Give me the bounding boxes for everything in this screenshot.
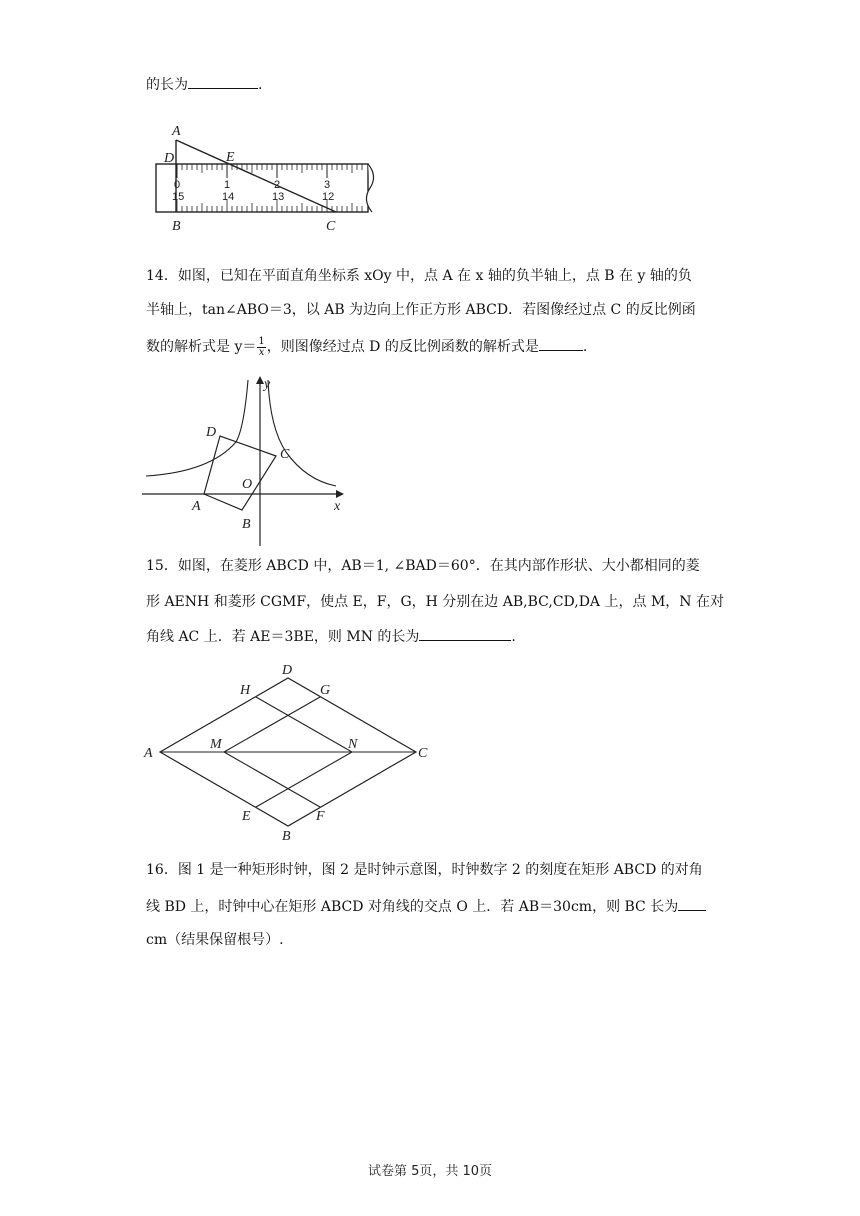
q15-text-3: 角线 AC 上．若 AE＝3BE，则 MN 的长为 (146, 629, 420, 645)
q15-label-N: N (348, 737, 358, 752)
q14-label-y: y (264, 377, 271, 392)
q13-tick-12: 12 (322, 191, 335, 203)
q14-coordinate-figure (140, 372, 360, 548)
q13-tick-13: 13 (272, 191, 285, 203)
q16-number: 16． (146, 862, 178, 878)
q15-label-E: E (242, 809, 251, 824)
q15-line-1 (146, 556, 700, 576)
q16-line-3 (146, 930, 284, 950)
q13-tick-2: 2 (274, 179, 281, 191)
q13-label-A: A (172, 124, 181, 139)
q16-text-3: cm（结果保留根号）. (146, 932, 284, 948)
q15-label-D: D (282, 663, 293, 678)
q14-label-D: D (206, 425, 217, 440)
q14-label-C: C (280, 447, 290, 462)
q15-rhombus-figure (140, 660, 440, 842)
q14-fraction (257, 337, 265, 358)
q15-number: 15． (146, 558, 178, 574)
q15-text-1: 如图，在菱形 ABCD 中，AB＝1, ∠BAD＝60°．在其内部作形状、大小都相同的菱 (177, 558, 700, 574)
q14-label-x: x (334, 499, 341, 514)
q13-tick-0: 0 (174, 179, 181, 191)
q15-label-G: G (320, 683, 331, 698)
q13-tick-1: 1 (224, 179, 231, 191)
q16-answer-blank[interactable] (678, 896, 706, 911)
q16-line-2 (146, 896, 706, 917)
q14-text-3a: 数的解析式是 y＝ (146, 339, 257, 355)
q15-text-3-end: . (511, 629, 516, 645)
q14-label-A: A (192, 499, 201, 514)
q16-line-1 (146, 860, 703, 880)
q14-label-B: B (242, 517, 251, 532)
q14-answer-blank[interactable] (539, 336, 583, 351)
q14-frac-den: x (258, 346, 265, 358)
q15-label-F: F (316, 809, 325, 824)
q14-line-3 (146, 336, 587, 358)
q13-ruler-figure (146, 118, 386, 236)
q16-text-1: 图 1 是一种矩形时钟，图 2 是时钟示意图，时钟数字 2 的刻度在矩形 ABCD 的对角 (177, 862, 703, 878)
q15-label-C: C (418, 746, 428, 761)
q14-line-2 (146, 300, 696, 320)
q13-tick-14: 14 (222, 191, 235, 203)
q13-tick-15: 15 (172, 191, 185, 203)
q14-text-1: 如图，已知在平面直角坐标系 xOy 中，点 A 在 x 轴的负半轴上，点 B 在 y 轴的负 (177, 268, 692, 284)
q14-line-1 (146, 266, 692, 286)
q15-line-2 (146, 592, 724, 612)
q13-answer-blank[interactable] (188, 74, 258, 89)
q13-label-B: B (172, 219, 181, 234)
q15-label-H: H (240, 683, 251, 698)
page-footer: 试卷第 5页，共 10页 (367, 1164, 493, 1179)
q13-tick-3: 3 (324, 179, 331, 191)
q13-label-C: C (326, 219, 336, 234)
q14-text-2: 半轴上，tan∠ABO＝3，以 AB 为边向上作正方形 ABCD．若图像经过点 C 的反比例函 (146, 302, 696, 318)
q13-label-D: D (164, 151, 175, 166)
q16-text-2: 线 BD 上，时钟中心在矩形 ABCD 对角线的交点 O 上．若 AB＝30cm，则 BC 长为 (146, 899, 679, 915)
q15-line-3 (146, 626, 516, 647)
q15-label-M: M (210, 737, 222, 752)
q14-text-3c: . (582, 339, 588, 355)
q13-tail-end: . (258, 77, 263, 93)
q14-label-O: O (242, 477, 253, 492)
q15-text-2: 形 AENH 和菱形 CGMF，使点 E，F，G，H 分别在边 AB,BC,CD,DA 上，点 M，N 在对 (146, 594, 724, 610)
q14-text-3b: ，则图像经过点 D 的反比例函数的解析式是 (266, 339, 539, 355)
q13-tail-line (146, 74, 262, 95)
q13-label-E: E (226, 150, 235, 165)
q15-label-B: B (282, 829, 291, 842)
q15-answer-blank[interactable] (419, 626, 511, 641)
q14-number: 14． (146, 268, 178, 284)
q14-frac-num: 1 (258, 335, 265, 347)
q15-label-A: A (144, 746, 153, 761)
q13-tail-text: 的长为 (146, 77, 188, 93)
